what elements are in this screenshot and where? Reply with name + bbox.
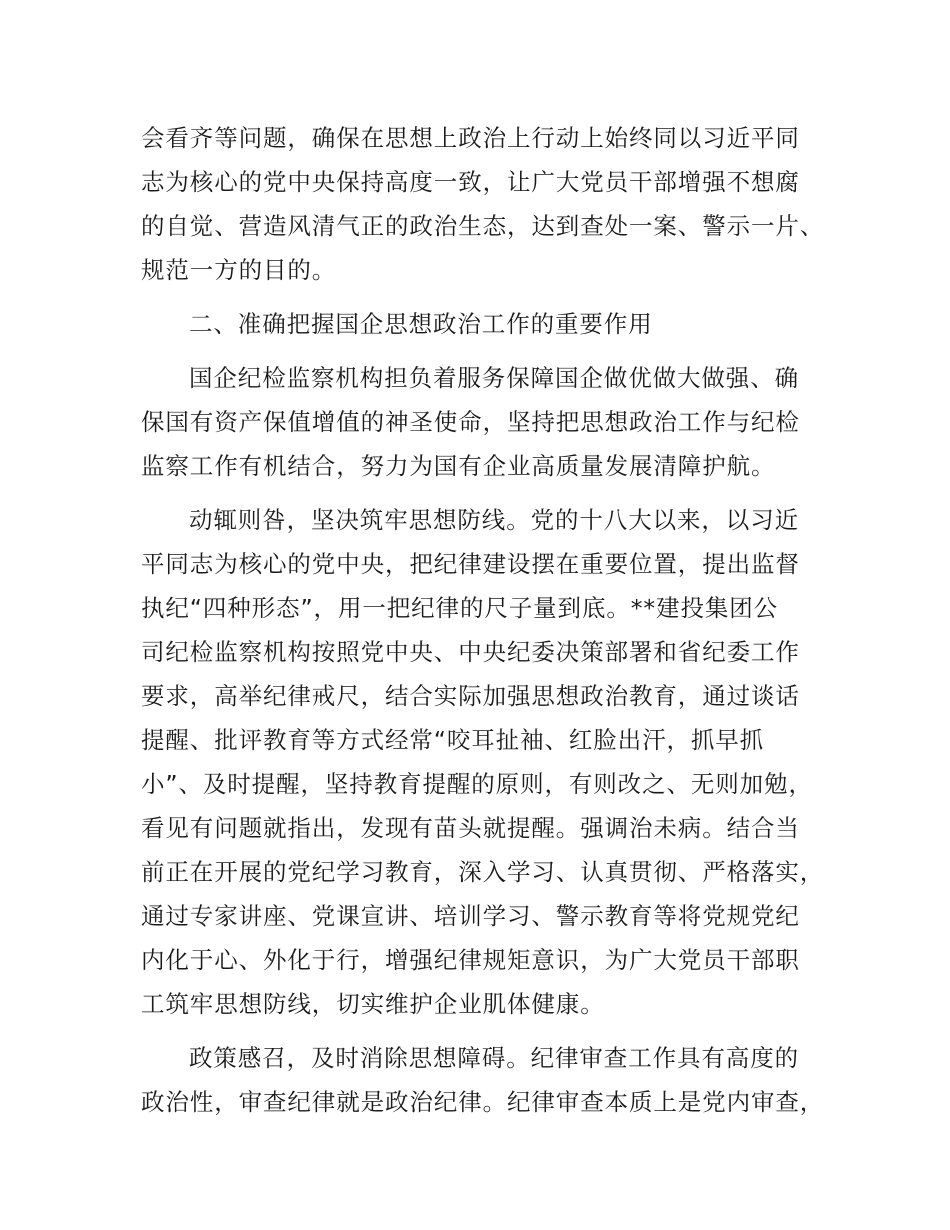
text-line: 要求，高举纪律戒尺，结合实际加强思想政治教育，通过谈话 [141,682,800,710]
text-line: 内化于心、外化于行，增强纪律规矩意识，为广大党员干部职 [141,946,800,974]
text-line: 动辄则咎，坚决筑牢思想防线。党的十八大以来，以习近 [189,506,799,534]
section-heading [141,302,821,346]
text-line: 前正在开展的党纪学习教育，深入学习、认真贯彻、严格落实， [141,858,825,886]
text-line: 提醒、批评教育等方式经常“咬耳扯袖、红脸出汗，抓早抓 [141,726,765,754]
text-line: 政治性，审查纪律就是政治纪律。纪律审查本质上是党内审查， [141,1088,825,1116]
text-line: 工筑牢思想防线，切实维护企业肌体健康。 [141,990,605,1018]
paragraph-policy [141,1036,825,1124]
text-line: 通过专家讲座、党课宣讲、培训学习、警示教育等将党规党纪 [141,902,800,930]
text-line: 执纪“四种形态”，用一把纪律的尺子量到底。**建投集团公 [141,594,779,622]
text-line: 保国有资产保值增值的神圣使命，坚持把思想政治工作与纪检 [141,408,800,436]
text-line: 监察工作有机结合，努力为国有企业高质量发展清障护航。 [141,452,776,480]
text-line: 志为核心的党中央保持高度一致，让广大党员干部增强不想腐 [141,168,800,196]
text-line: 平同志为核心的党中央，把纪律建设摆在重要位置，提出监督 [141,550,800,578]
text-line: 政策感召，及时消除思想障碍。纪律审查工作具有高度的 [189,1044,799,1072]
text-line: 看见有问题就指出，发现有苗头就提醒。强调治未病。结合当 [141,814,800,842]
text-line: 的自觉、营造风清气正的政治生态，达到查处一案、警示一片、 [141,212,825,240]
paragraph-intro [141,356,821,488]
text-line: 国企纪检监察机构担负着服务保障国企做优做大做强、确 [189,364,799,392]
text-line: 小”、及时提醒，坚持教育提醒的原则，有则改之、无则加勉， [141,770,813,798]
section-heading-text: 二、准确把握国企思想政治工作的重要作用 [189,310,653,338]
paragraph-discipline [141,498,825,1026]
text-line: 规范一方的目的。 [141,256,337,284]
text-line: 会看齐等问题，确保在思想上政治上行动上始终同以习近平同 [141,124,800,152]
paragraph-continuation [141,116,825,292]
text-line: 司纪检监察机构按照党中央、中央纪委决策部署和省纪委工作 [141,638,800,666]
document-body [141,116,825,1134]
